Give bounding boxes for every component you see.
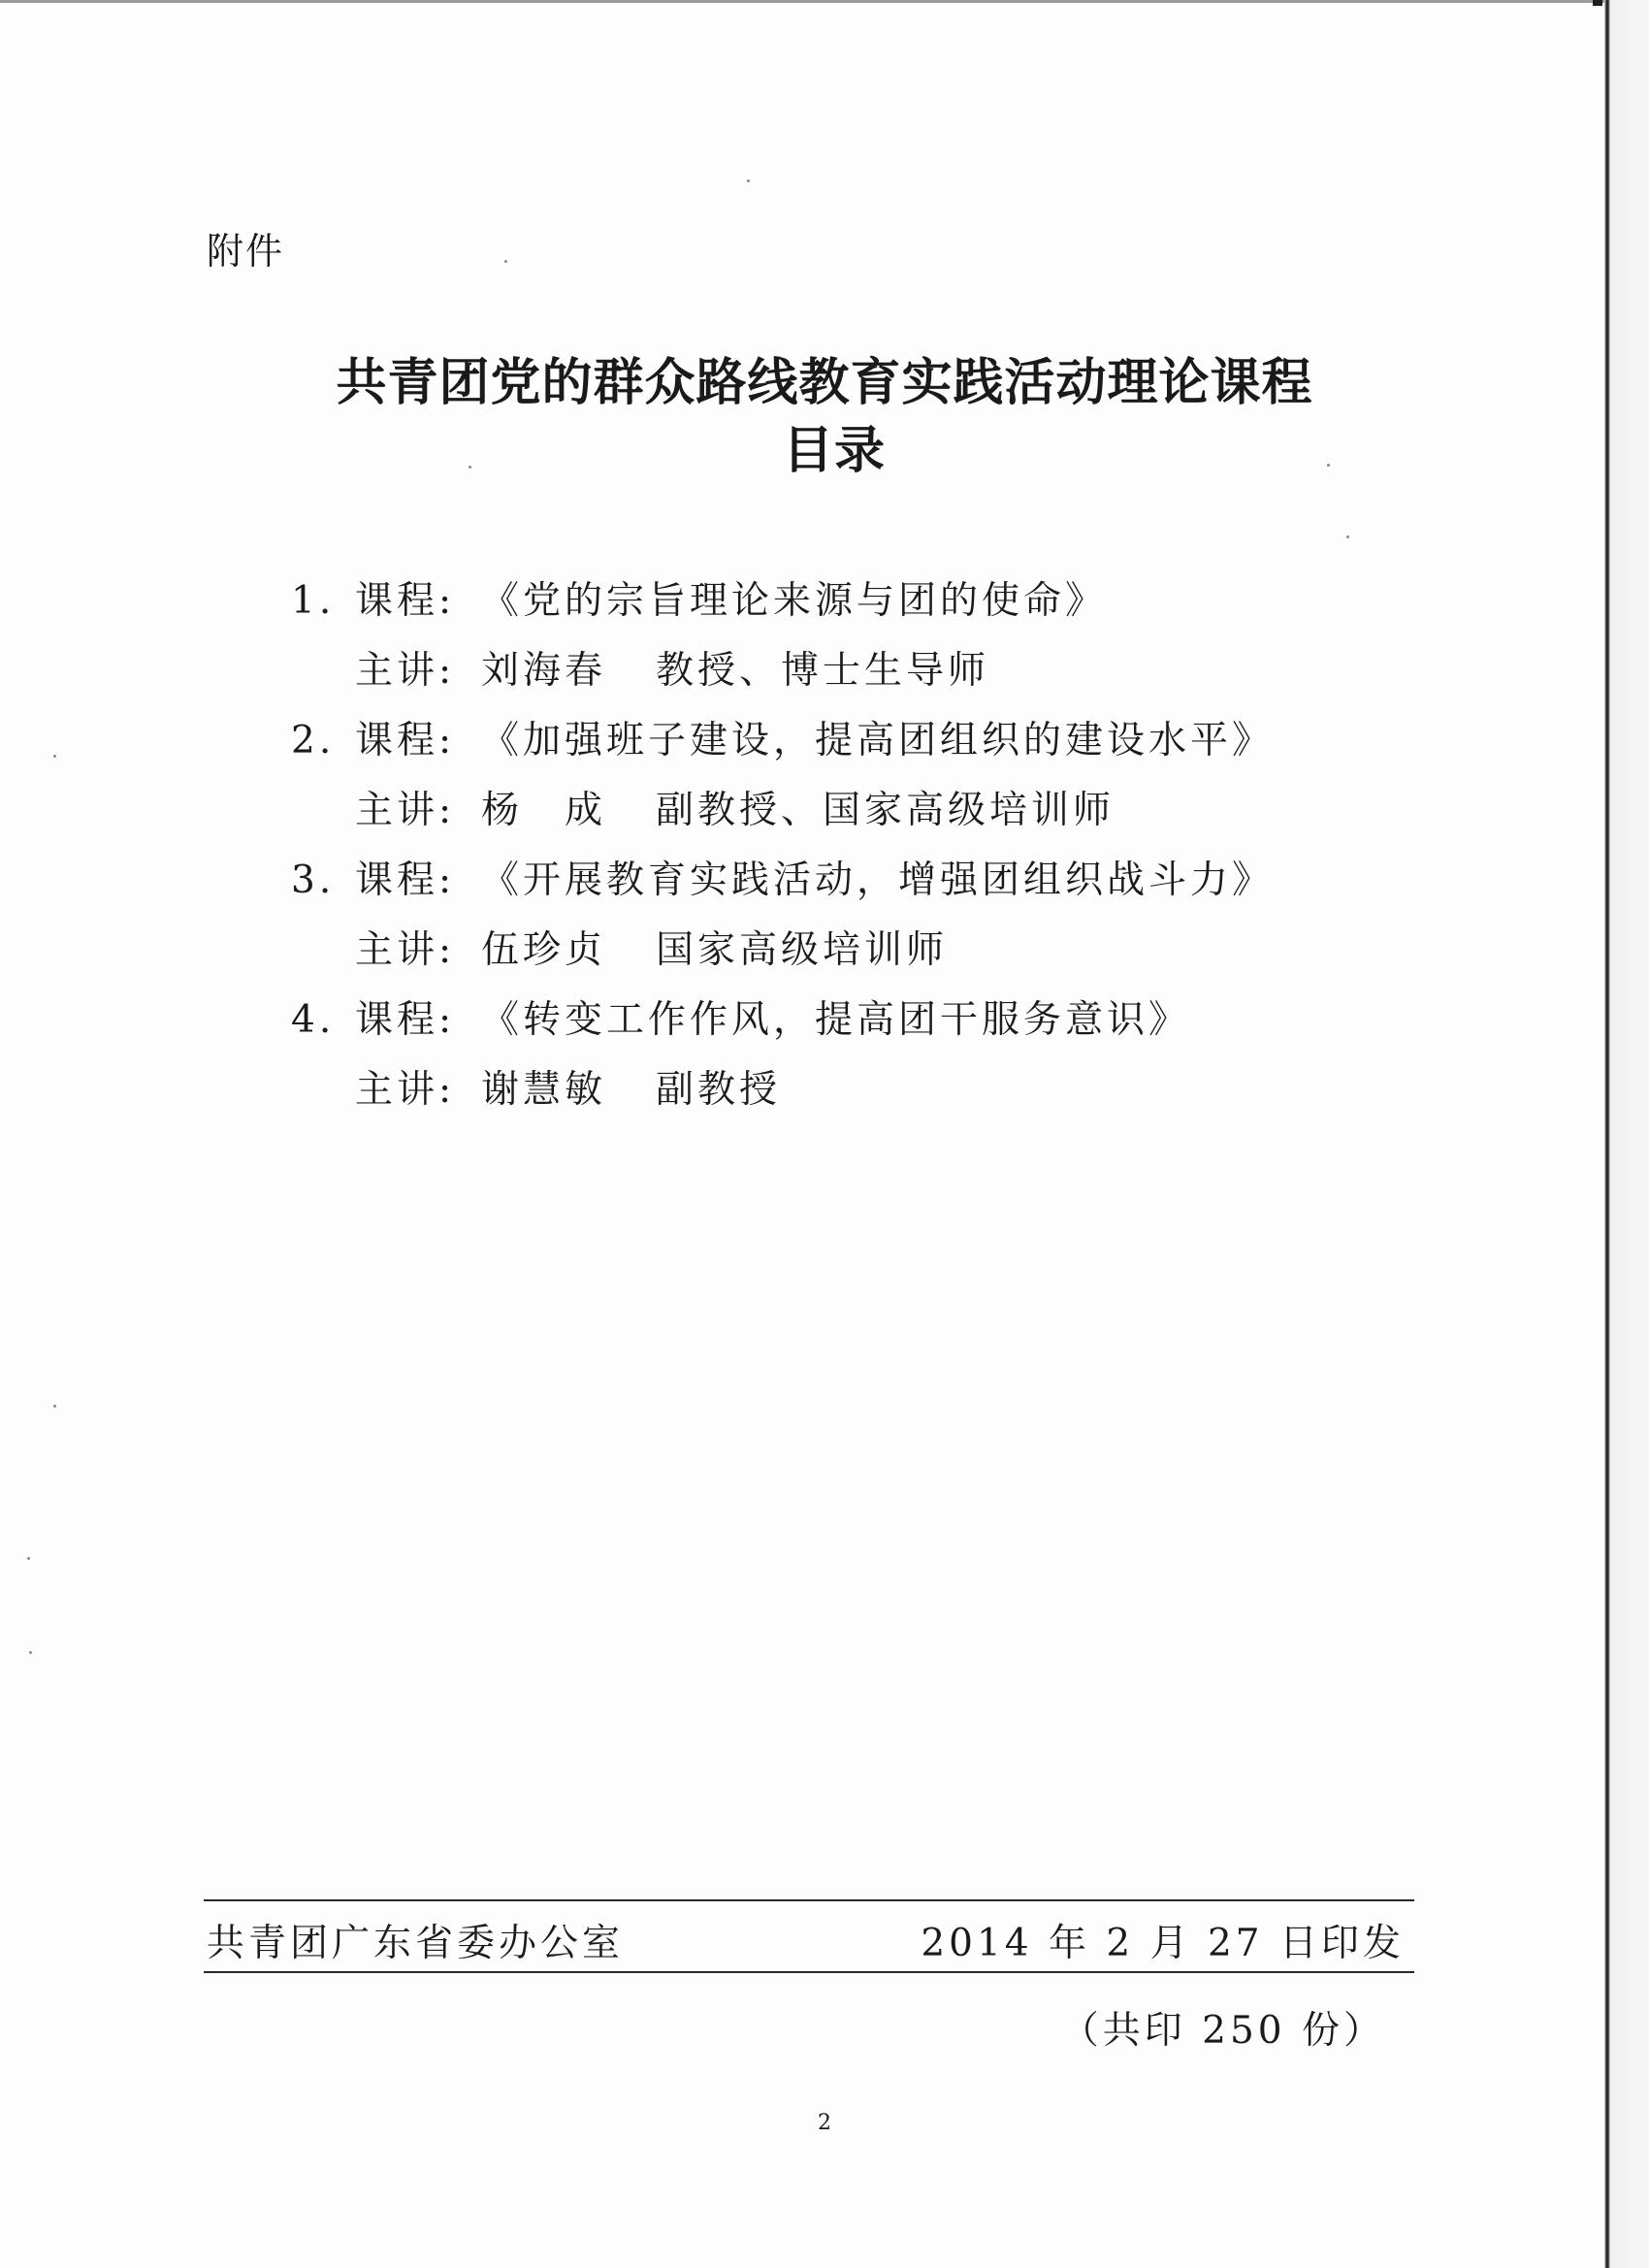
title-line-2: 目录 <box>782 422 886 480</box>
scan-right-edge <box>1604 0 1649 2268</box>
lecturer-row <box>291 916 1377 986</box>
footer-issuer: 共青团广东省委办公室 <box>207 1922 625 1965</box>
course-number: 3. <box>291 859 336 902</box>
scan-speck <box>53 755 56 758</box>
lecturer-name: 伍珍贞 <box>481 928 607 972</box>
lecturer-name: 谢慧敏 <box>481 1068 607 1112</box>
scan-top-edge <box>0 0 1649 3</box>
scan-speck <box>29 1651 32 1654</box>
course-row <box>291 706 1377 776</box>
course-title: 《加强班子建设，提高团组织的建设水平》 <box>481 719 1275 762</box>
course-title: 《转变工作作风，提高团干服务意识》 <box>481 998 1191 1042</box>
course-label: 课程: <box>355 859 456 902</box>
course-row <box>291 567 1377 636</box>
scan-speck <box>27 1557 30 1560</box>
lecturer-title: 教授、博士生导师 <box>656 649 990 693</box>
course-list <box>291 567 1377 1125</box>
print-count: （共印 250 份） <box>1060 2009 1385 2053</box>
course-label: 课程: <box>355 998 456 1042</box>
course-title: 《开展教育实践活动，增强团组织战斗力》 <box>481 859 1275 902</box>
course-label: 课程: <box>355 719 456 762</box>
course-row <box>291 846 1377 916</box>
scan-speck <box>1346 535 1349 538</box>
lecturer-name: 杨 成 <box>481 789 607 832</box>
lecturer-row <box>291 636 1377 706</box>
lecturer-title: 副教授、国家高级培训师 <box>656 789 1116 832</box>
lecturer-label: 主讲: <box>355 789 456 832</box>
course-item <box>291 567 1377 706</box>
lecturer-name: 刘海春 <box>481 649 607 693</box>
course-row <box>291 986 1377 1055</box>
course-label: 课程: <box>355 579 456 623</box>
footer-top-rule <box>204 1899 1414 1901</box>
scan-speck <box>504 260 507 263</box>
lecturer-title: 国家高级培训师 <box>656 928 949 972</box>
lecturer-label: 主讲: <box>355 649 456 693</box>
scan-corner-mark <box>1593 0 1602 6</box>
lecturer-label: 主讲: <box>355 1068 456 1112</box>
page-number: 2 <box>818 2111 831 2135</box>
course-number: 4. <box>291 998 336 1042</box>
course-number: 2. <box>291 719 336 762</box>
lecturer-title: 副教授 <box>656 1068 782 1112</box>
scan-speck <box>747 179 750 182</box>
scan-speck <box>53 1405 56 1408</box>
lecturer-row <box>291 776 1377 846</box>
course-title: 《党的宗旨理论来源与团的使命》 <box>481 579 1108 623</box>
course-item <box>291 986 1377 1125</box>
lecturer-label: 主讲: <box>355 928 456 972</box>
attachment-label: 附件 <box>207 230 285 273</box>
document-title <box>0 349 1649 485</box>
footer-date: 2014 年 2 月 27 日印发 <box>921 1922 1405 1965</box>
course-item <box>291 846 1377 986</box>
footer-row <box>207 1913 1405 1967</box>
course-item <box>291 706 1377 846</box>
title-line-1: 共青团党的群众路线教育实践活动理论课程 <box>336 354 1313 412</box>
footer-bottom-rule <box>204 1971 1414 1973</box>
course-number: 1. <box>291 579 336 623</box>
lecturer-row <box>291 1055 1377 1125</box>
